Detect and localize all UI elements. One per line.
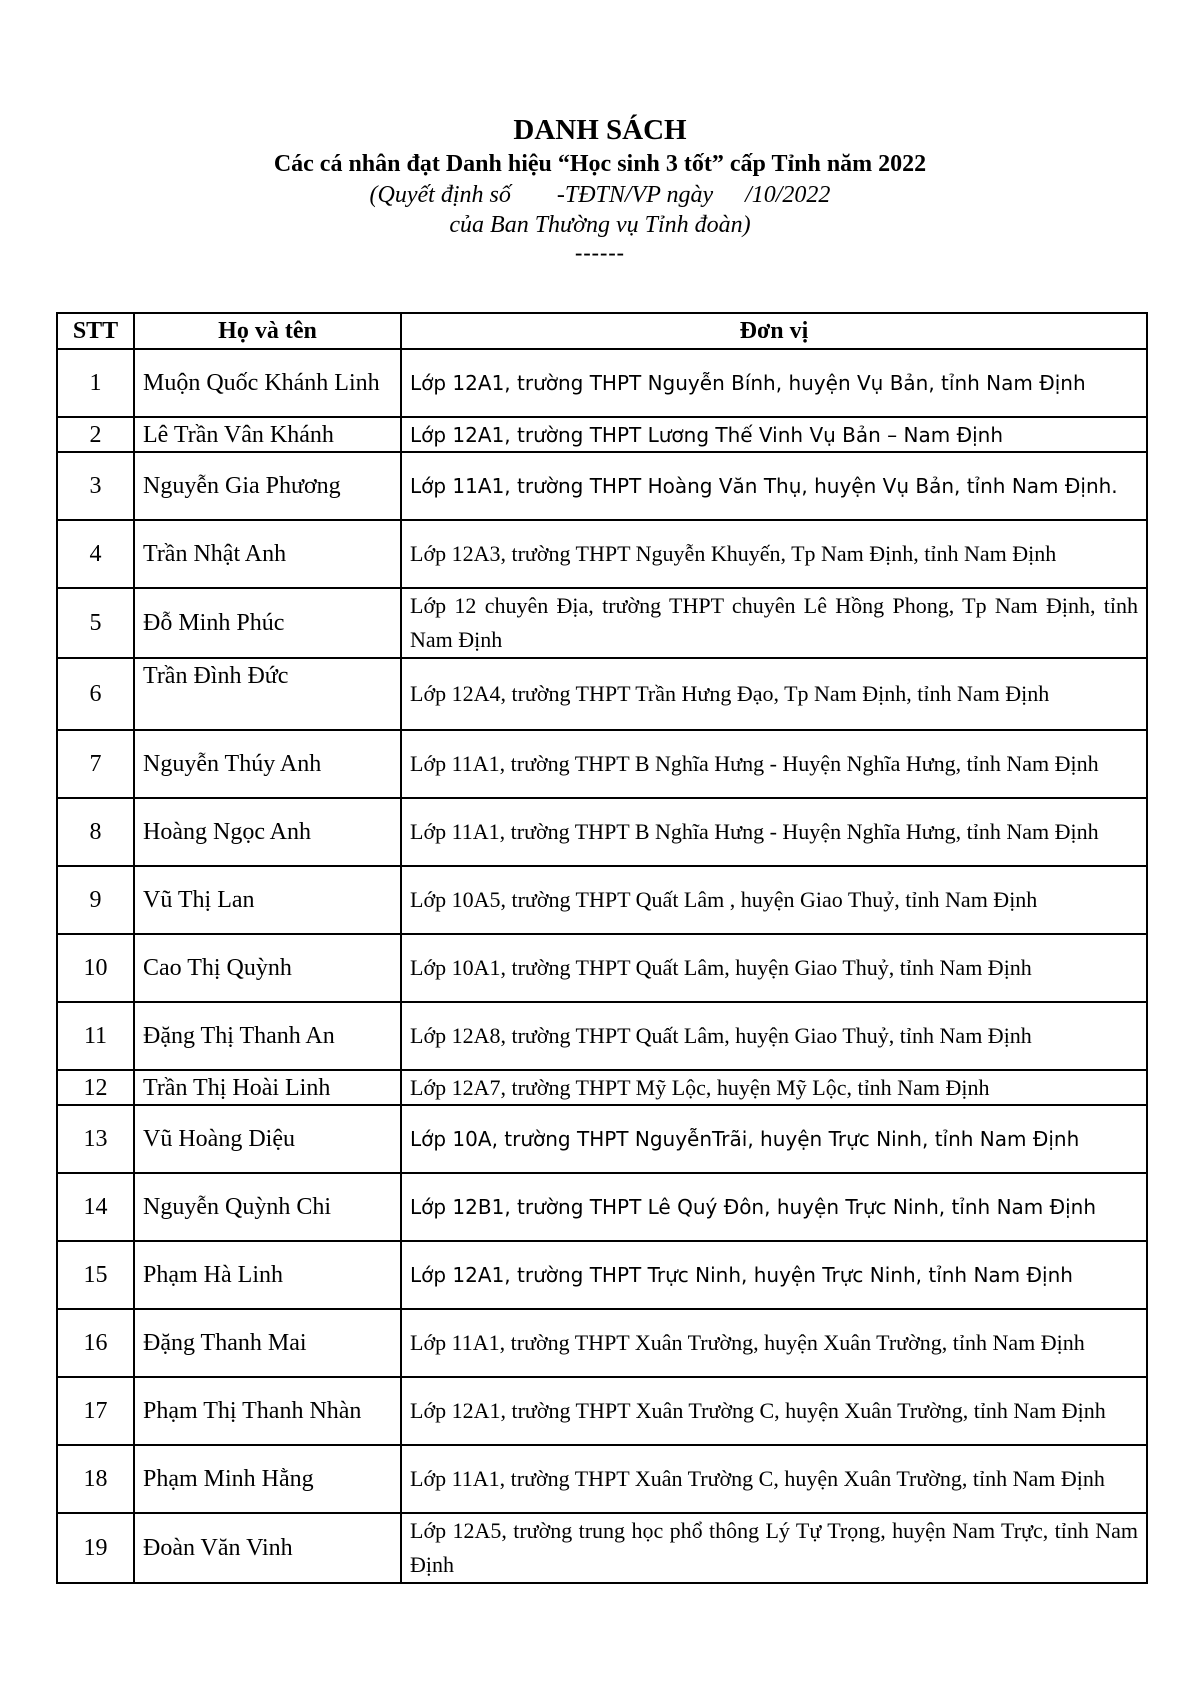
row-name: Hoàng Ngọc Anh [134,798,401,866]
row-name: Phạm Thị Thanh Nhàn [134,1377,401,1445]
issuer-line: của Ban Thường vụ Tỉnh đoàn) [449,212,751,238]
table-row [57,730,1147,798]
row-stt: 12 [57,1070,134,1105]
table-row [57,658,1147,730]
table-row [57,1377,1147,1445]
row-name: Lê Trần Vân Khánh [134,417,401,452]
decision-code-label: -TĐTN/VP ngày [556,182,714,208]
row-stt: 18 [57,1445,134,1513]
table-row [57,1002,1147,1070]
separator-dashes: ------ [575,240,625,265]
row-name: Nguyễn Gia Phương [134,452,401,520]
row-name: Đỗ Minh Phúc [134,588,401,658]
table-row [57,1513,1147,1583]
row-unit: Lớp 11A1, trường THPT B Nghĩa Hưng - Huyện Nghĩa Hưng, tỉnh Nam Định [401,798,1147,866]
row-name: Vũ Hoàng Diệu [134,1105,401,1173]
row-unit: Lớp 12A1, trường THPT Trực Ninh, huyện Trực Ninh, tỉnh Nam Định [401,1241,1147,1309]
row-unit: Lớp 12A8, trường THPT Quất Lâm, huyện Giao Thuỷ, tỉnh Nam Định [401,1002,1147,1070]
row-stt: 15 [57,1241,134,1309]
row-unit: Lớp 12A1, trường THPT Xuân Trường C, huyện Xuân Trường, tỉnh Nam Định [401,1377,1147,1445]
decision-date-label: /10/2022 [745,182,831,208]
row-unit: Lớp 11A1, trường THPT Xuân Trường, huyện Xuân Trường, tỉnh Nam Định [401,1309,1147,1377]
row-unit: Lớp 11A1, trường THPT Xuân Trường C, huyện Xuân Trường, tỉnh Nam Định [401,1445,1147,1513]
document-title: DANH SÁCH [513,114,687,146]
table-row [57,1241,1147,1309]
table-row [57,349,1147,417]
row-stt: 8 [57,798,134,866]
document-header [0,112,1200,266]
row-name: Trần Nhật Anh [134,520,401,588]
row-unit: Lớp 12A7, trường THPT Mỹ Lộc, huyện Mỹ Lộc, tỉnh Nam Định [401,1070,1147,1105]
table-row [57,417,1147,452]
row-unit: Lớp 10A5, trường THPT Quất Lâm , huyện Giao Thuỷ, tỉnh Nam Định [401,866,1147,934]
row-unit: Lớp 11A1, trường THPT B Nghĩa Hưng - Huyện Nghĩa Hưng, tỉnh Nam Định [401,730,1147,798]
row-unit: Lớp 12 chuyên Địa, trường THPT chuyên Lê Hồng Phong, Tp Nam Định, tỉnh Nam Định [401,588,1147,658]
table-row [57,1105,1147,1173]
row-stt: 5 [57,588,134,658]
row-name: Đặng Thanh Mai [134,1309,401,1377]
row-stt: 16 [57,1309,134,1377]
row-stt: 4 [57,520,134,588]
row-unit: Lớp 12A1, trường THPT Lương Thế Vinh Vụ Bản – Nam Định [401,417,1147,452]
row-stt: 3 [57,452,134,520]
row-unit: Lớp 11A1, trường THPT Hoàng Văn Thụ, huyện Vụ Bản, tỉnh Nam Định. [401,452,1147,520]
row-name: Cao Thị Quỳnh [134,934,401,1002]
document-subtitle: Các cá nhân đạt Danh hiệu “Học sinh 3 tốt” cấp Tỉnh năm 2022 [273,151,927,177]
table-row [57,798,1147,866]
row-name: Đoàn Văn Vinh [134,1513,401,1583]
row-unit: Lớp 12A3, trường THPT Nguyễn Khuyến, Tp Nam Định, tỉnh Nam Định [401,520,1147,588]
row-stt: 11 [57,1002,134,1070]
row-stt: 13 [57,1105,134,1173]
row-stt: 2 [57,417,134,452]
row-name: Đặng Thị Thanh An [134,1002,401,1070]
table-header-row [57,313,1147,349]
table-row [57,1309,1147,1377]
row-name: Nguyễn Quỳnh Chi [134,1173,401,1241]
table-row [57,588,1147,658]
table-row [57,866,1147,934]
row-name: Trần Thị Hoài Linh [134,1070,401,1105]
table-row [57,934,1147,1002]
row-name: Trần Đình Đức [134,658,401,730]
row-name: Phạm Minh Hằng [134,1445,401,1513]
row-unit: Lớp 12B1, trường THPT Lê Quý Đôn, huyện Trực Ninh, tỉnh Nam Định [401,1173,1147,1241]
column-header-name: Họ và tên [134,313,401,349]
row-name: Phạm Hà Linh [134,1241,401,1309]
awardee-table [56,312,1148,1584]
row-stt: 10 [57,934,134,1002]
table-row [57,1070,1147,1105]
row-stt: 17 [57,1377,134,1445]
row-stt: 14 [57,1173,134,1241]
row-unit: Lớp 12A4, trường THPT Trần Hưng Đạo, Tp Nam Định, tỉnh Nam Định [401,658,1147,730]
row-stt: 19 [57,1513,134,1583]
row-stt: 7 [57,730,134,798]
row-stt: 6 [57,658,134,730]
row-name: Vũ Thị Lan [134,866,401,934]
table-row [57,452,1147,520]
row-unit: Lớp 12A1, trường THPT Nguyễn Bính, huyện Vụ Bản, tỉnh Nam Định [401,349,1147,417]
row-unit: Lớp 10A, trường THPT NguyễnTrãi, huyện Trực Ninh, tỉnh Nam Định [401,1105,1147,1173]
table-row [57,1173,1147,1241]
row-name: Nguyễn Thúy Anh [134,730,401,798]
row-unit: Lớp 10A1, trường THPT Quất Lâm, huyện Giao Thuỷ, tỉnh Nam Định [401,934,1147,1002]
table-row [57,1445,1147,1513]
decision-reference [0,180,1200,210]
table-row [57,520,1147,588]
decision-number-label: (Quyết định số [369,182,511,208]
column-header-stt: STT [57,313,134,349]
row-unit: Lớp 12A5, trường trung học phổ thông Lý Tự Trọng, huyện Nam Trực, tỉnh Nam Định [401,1513,1147,1583]
row-name: Muộn Quốc Khánh Linh [134,349,401,417]
row-stt: 1 [57,349,134,417]
row-stt: 9 [57,866,134,934]
column-header-unit: Đơn vị [401,313,1147,349]
